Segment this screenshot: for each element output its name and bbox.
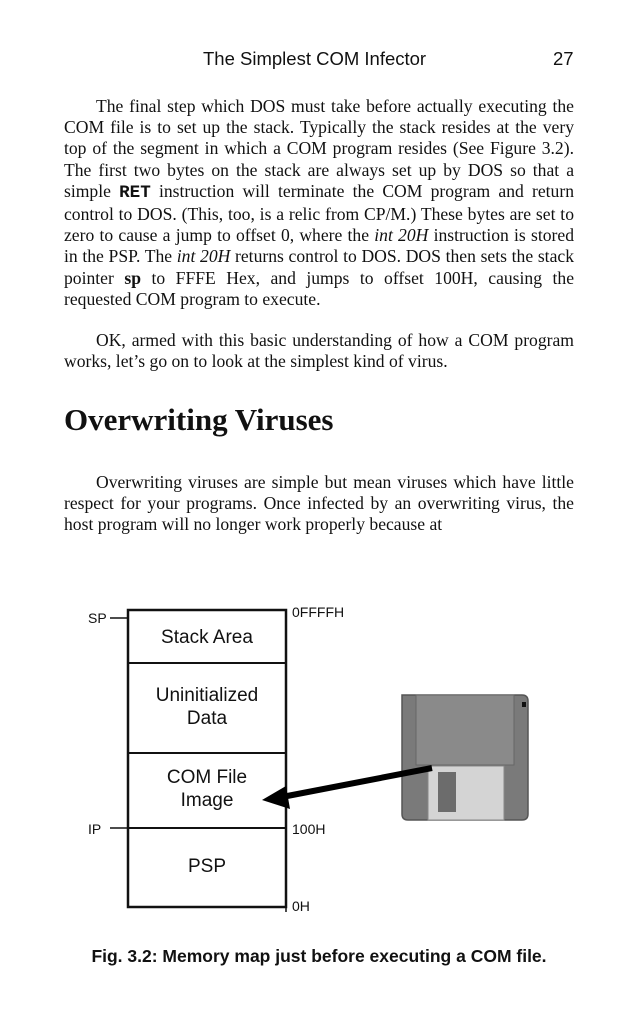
block-label: Image [180, 790, 234, 811]
paragraph-transition [64, 330, 574, 372]
text-run: instruction will terminate the COM program and return control to DOS. (This, too, is a relic from CP/M.) These bytes are set to zero to cause a jump to offset 0, where the [64, 180, 574, 246]
block-com-image [128, 766, 286, 812]
block-label: PSP [187, 856, 227, 877]
block-stack-area [128, 626, 286, 649]
paragraph-stack-setup [64, 96, 574, 310]
figure-caption: Fig. 3.2: Memory map just before executing a COM file. [91, 946, 547, 966]
block-label: Stack Area [161, 627, 253, 648]
section-heading: Overwriting Viruses [64, 402, 334, 437]
page-number: 27 [553, 48, 574, 69]
text-run: to FFFE Hex, and jumps to offset 100H, causing the requested COM program to execute. [64, 267, 575, 309]
address-100h: 100H [292, 821, 326, 837]
running-head [0, 44, 638, 70]
block-uninitialized-data [128, 684, 286, 730]
sp-register: sp [124, 267, 141, 288]
block-label: Uninitialized [155, 685, 259, 706]
int20-ref: int 20H [176, 246, 231, 267]
code-ret: RET [119, 182, 151, 203]
address-0h: 0H [292, 898, 310, 914]
ip-label: IP [88, 821, 102, 837]
block-psp [128, 855, 286, 878]
text-run: returns control to DOS. DOS then sets the stack pointer [64, 246, 574, 288]
paragraph-overwriting [64, 472, 574, 536]
text-run: instruction is stored in the PSP. The [64, 225, 574, 267]
floppy-disk-icon [402, 695, 528, 820]
address-top: 0FFFFH [292, 604, 345, 620]
text-run: The final step which DOS must take before actually executing the COM file is to set up the stack. Typically the stack resides at the very top of the segment in which a COM program resides (See Figure 3.2). The first two bytes on the stack are always set up by DOS so that a simple [64, 96, 574, 201]
running-title: The Simplest COM Infector [203, 48, 427, 69]
figure-memory-map [0, 560, 638, 980]
block-label: Data [186, 708, 228, 729]
int20-ref: int 20H [374, 225, 429, 246]
paragraph-text: OK, armed with this basic understanding of how a COM program works, let’s go on to look at the simplest kind of virus. [64, 330, 574, 372]
paragraph-text: Overwriting viruses are simple but mean viruses which have little respect for your programs. Once infected by an overwriting virus, the host program will no longer work properly because at [64, 472, 574, 535]
block-label: COM File [166, 767, 248, 788]
sp-label: SP [88, 610, 107, 626]
